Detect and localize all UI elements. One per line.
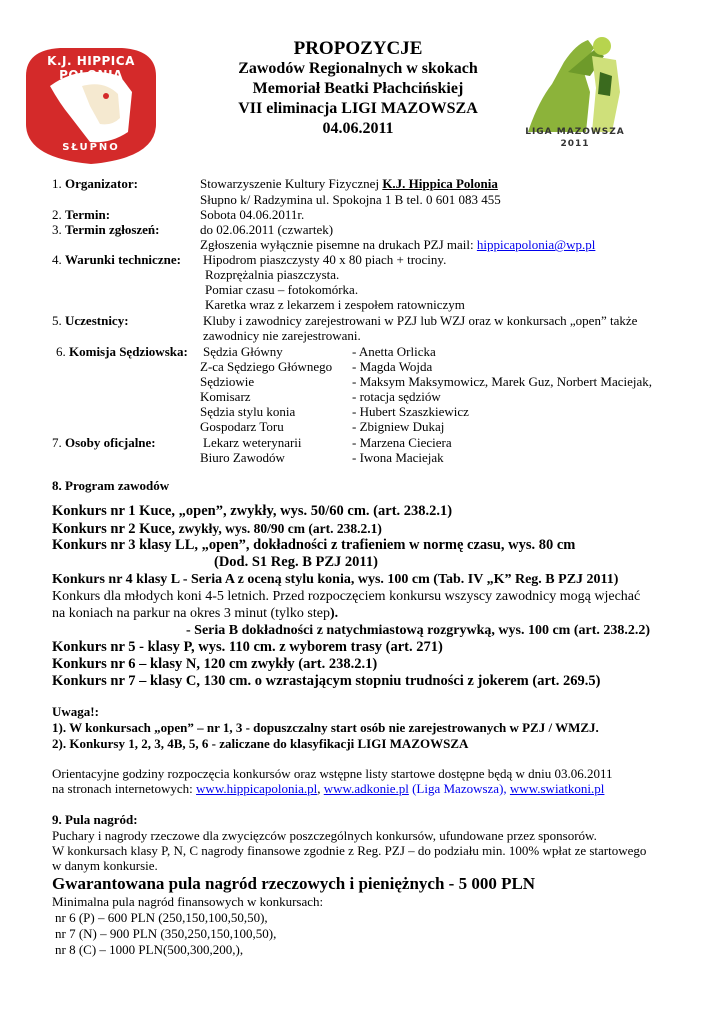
organizer-address: Słupno k/ Radzymina ul. Spokojna 1 B tel. 0 601 083 455 <box>200 192 501 207</box>
swiatkoni-link[interactable]: www.swiatkoni.pl <box>509 781 605 796</box>
registration-value: do 02.06.2011 (czwartek) <box>200 222 334 237</box>
jury-label: 6. Komisja Sędziowska: <box>56 344 188 359</box>
organizer-name: K.J. Hippica Polonia <box>382 176 498 191</box>
participants-line1: Kluby i zawodnicy zarejestrowani w PZJ lub WZJ oraz w konkursach „open” także <box>203 313 638 328</box>
jury-role-3: Sędziowie <box>200 374 255 389</box>
technical-line2: Rozprężalnia piaszczysta. <box>205 267 340 282</box>
guaranteed-prize-pool: Gwarantowana pula nagród rzeczowych i pieniężnych - 5 000 PLN <box>52 874 536 893</box>
schedule-note: Orientacyjne godziny rozpoczęcia konkursów oraz wstępne listy startowe dostępne będą w dniu 03.06.2011 <box>52 766 613 781</box>
officials-label: 7. Osoby oficjalne: <box>52 435 156 450</box>
technical-line1: Hipodrom piaszczysty 40 x 80 piach + trociny. <box>203 252 447 267</box>
participants-line2: zawodnicy nie zarejestrowani. <box>203 328 361 343</box>
adkonie-link[interactable]: www.adkonie.pl <box>323 781 409 796</box>
competition-7: Konkurs nr 7 – klasy C, 130 cm. o wzrastającym stopniu trudności z jokerem (art. 269.5) <box>52 673 601 689</box>
subtitle-line1: Zawodów Regionalnych w skokach <box>238 60 478 77</box>
organizer-value: Stowarzyszenie Kultury Fizycznej K.J. Hippica Polonia <box>200 176 498 191</box>
prizes-heading: 9. Pula nagród: <box>52 812 138 827</box>
event-date: 04.06.2011 <box>322 120 394 137</box>
technical-line4: Karetka wraz z lekarzem i zespołem ratowniczym <box>205 297 465 312</box>
participants-label: 5. Uczestnicy: <box>52 313 129 328</box>
organizer-label: 1. Organizator: <box>52 176 138 191</box>
jury-role-1: Sędzia Główny <box>203 344 283 359</box>
competition-4: Konkurs nr 4 klasy L - Seria A z oceną stylu konia, wys. 100 cm (Tab. IV „K” Reg. B PZJ 2011) <box>52 572 619 587</box>
subtitle-line3: VII eliminacja LIGI MAZOWSZA <box>238 100 478 117</box>
horse-rider-icon <box>524 32 626 137</box>
hippica-polonia-logo <box>20 46 162 166</box>
jury-name-2: - Magda Wojda <box>352 359 433 374</box>
liga-label: LIGA MAZOWSZA <box>525 127 625 137</box>
schedule-links: na stronach internetowych: www.hippicapolonia.pl, www.adkonie.pl (Liga Mazowsza), www.swiatkoni.pl <box>52 781 605 796</box>
jury-role-4: Komisarz <box>200 389 251 404</box>
jury-role-2: Z-ca Sędziego Głównego <box>200 359 333 374</box>
min-prize-pool: Minimalna pula nagród finansowych w konkursach: <box>52 894 324 909</box>
program-heading: 8. Program zawodów <box>52 478 170 493</box>
official-name-1: - Marzena Cieciera <box>352 435 452 450</box>
jury-name-1: - Anetta Orlicka <box>352 344 436 359</box>
jury-role-6: Gospodarz Toru <box>200 419 284 434</box>
competition-4-note2: na koniach na parkur na okres 3 minut (tylko step). <box>52 606 339 621</box>
jury-name-3: - Maksym Maksymowicz, Marek Guz, Norbert Maciejak, <box>352 374 652 389</box>
prizes-line2: W konkursach klasy P, N, C nagrody finansowe zgodnie z Reg. PZJ – do podziału min. 100% wpłat ze startowego <box>52 843 647 858</box>
term-label: 2. Termin: <box>52 207 111 222</box>
prizes-line1: Puchary i nagrody rzeczowe dla zwycięzców poszczególnych konkursów, ufundowane przez sponsorów. <box>52 828 597 843</box>
subtitle-line2: Memoriał Beatki Płachcińskiej <box>252 80 464 97</box>
prize-nr6: nr 6 (P) – 600 PLN (250,150,100,50,50), <box>55 910 268 925</box>
official-name-2: - Iwona Maciejak <box>352 450 444 465</box>
technical-label: 4. Warunki techniczne: <box>52 252 181 267</box>
hippicapolonia-link[interactable]: www.hippicapolonia.pl <box>196 781 318 796</box>
notes-label: Uwaga!: <box>52 704 99 719</box>
liga-year: 2011 <box>560 139 590 149</box>
registration-email-link[interactable]: hippicapolonia@wp.pl <box>476 237 596 252</box>
competition-5: Konkurs nr 5 - klasy P, wys. 110 cm. z wyborem trasy (art. 271) <box>52 639 443 655</box>
official-role-2: Biuro Zawodów <box>200 450 285 465</box>
logo-top-text: K.J. HIPPICA POLONIA <box>47 54 135 82</box>
term-value: Sobota 04.06.2011r. <box>200 207 305 222</box>
note-1: 1). W konkursach „open” – nr 1, 3 - dopuszczalny start osób nie zarejestrowanych w PZJ / WMZJ. <box>52 720 599 735</box>
jury-name-6: - Zbigniew Dukaj <box>352 419 445 434</box>
competition-4-note1: Konkurs dla młodych koni 4-5 letnich. Przed rozpoczęciem konkursu wszyscy zawodnicy mogą wjechać <box>52 589 641 604</box>
registration-label: 3. Termin zgłoszeń: <box>52 222 160 237</box>
competition-3: Konkurs nr 3 klasy LL, „open”, dokładności z trafieniem w normę czasu, wys. 80 cm <box>52 537 576 553</box>
liga-mazowsza-logo <box>524 32 626 162</box>
jury-name-5: - Hubert Szaszkiewicz <box>352 404 469 419</box>
official-role-1: Lekarz weterynarii <box>203 435 302 450</box>
competition-4-series-b: - Seria B dokładności z natychmiastową rozgrywką, wys. 100 cm (art. 238.2.2) <box>186 623 651 638</box>
prize-nr7: nr 7 (N) – 900 PLN (350,250,150,100,50), <box>55 926 277 941</box>
competition-1: Konkurs nr 1 Kuce, „open”, zwykły, wys. 50/60 cm. (art. 238.2.1) <box>52 503 453 519</box>
logo-bottom-text: SŁUPNO <box>62 142 120 153</box>
prize-nr8: nr 8 (C) – 1000 PLN(500,300,200,), <box>55 942 244 957</box>
competition-2: Konkurs nr 2 Kuce, zwykły, wys. 80/90 cm (art. 238.2.1) <box>52 521 382 537</box>
competition-6: Konkurs nr 6 – klasy N, 120 cm zwykły (art. 238.2.1) <box>52 656 378 672</box>
page-title: PROPOZYCJE <box>293 38 423 59</box>
registration-note: Zgłoszenia wyłącznie pisemne na drukach PZJ mail: hippicapolonia@wp.pl <box>200 237 596 252</box>
technical-line3: Pomiar czasu – fotokomórka. <box>205 282 359 297</box>
note-2: 2). Konkursy 1, 2, 3, 4B, 5, 6 - zaliczane do klasyfikacji LIGI MAZOWSZA <box>52 736 469 751</box>
jury-name-4: - rotacja sędziów <box>352 389 441 404</box>
competition-3-note: (Dod. S1 Reg. B PZJ 2011) <box>214 554 378 570</box>
jury-role-5: Sędzia stylu konia <box>200 404 296 419</box>
prizes-line3: w danym konkursie. <box>52 858 158 873</box>
